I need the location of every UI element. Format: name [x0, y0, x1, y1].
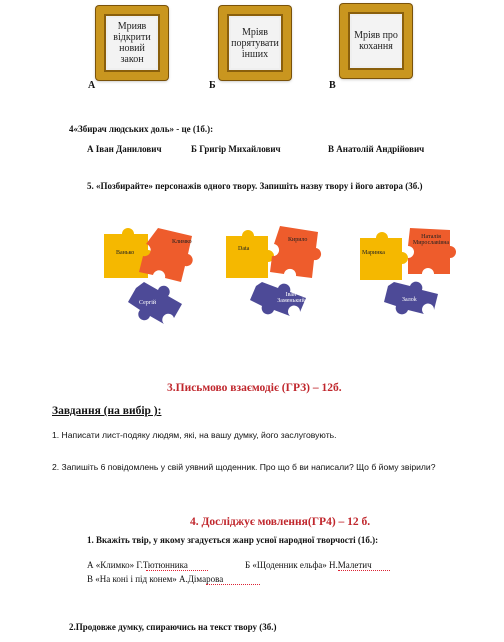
puzzle-3-blue-label: Залоk: [402, 297, 417, 303]
frame-a: [96, 6, 168, 80]
section4-q2: 2.Продовже думку, спираючись на текст твору (3б.): [69, 622, 277, 632]
puzzle-2-blue-label: Іван Заменький: [277, 292, 305, 304]
q4-option-b: Б Григір Михайлович: [191, 144, 281, 154]
puzzle-1-blue-label: Сергій: [139, 300, 157, 306]
section4-option-c: В «На коні і під конем» А.Дімарова: [87, 574, 224, 584]
frame-c-text: Мріяв про кохання: [352, 16, 400, 66]
spell-underline-1: [146, 570, 208, 571]
section4-option-a: А «Климко» Г.Тютюнника: [87, 560, 188, 570]
section3-title: 3.Письмово взаємодіє (ГРЗ) – 12б.: [167, 382, 342, 394]
frame-b-text: Мріяв порятувати інших: [231, 18, 279, 68]
frame-c: [340, 4, 412, 78]
frame-b-letter: Б: [209, 80, 216, 91]
q5-question: 5. «Позбирайте» персонажів одного твору. Запишіть назву твору і його автора (3б.): [87, 181, 423, 191]
q4-question: 4«Збирач людських доль» - це (1б.):: [69, 124, 214, 134]
section3-task1: 1. Написати лист-подяку людям, які, на вашу думку, його заслуговують.: [52, 430, 337, 440]
frame-a-text: Мрияв відкрити новий закон: [108, 18, 156, 68]
section4-q1: 1. Вкажіть твір, у якому згадується жанр усної народної творчості (1б.):: [87, 535, 379, 545]
puzzle-group-2: [222, 220, 334, 325]
spell-underline-2: [338, 570, 390, 571]
spell-underline-3: [206, 584, 260, 585]
puzzle-group-1: [100, 222, 210, 327]
section3-task-title: Завдання (на вибір ):: [52, 405, 162, 417]
frame-a-letter: А: [88, 80, 96, 91]
puzzle-1-yellow-label: Ванько: [116, 250, 135, 256]
q4-option-a: А Іван Данилович: [87, 144, 162, 154]
section4-title: 4. Досліджує мовлення(ГР4) – 12 б.: [190, 516, 371, 528]
puzzle-2-red-label: Кирило: [288, 237, 308, 243]
q4-option-c: В Анатолій Андрійович: [328, 144, 425, 154]
puzzle-piece-red-2: [270, 226, 321, 278]
section3-task2: 2. Запишіть 6 повідомлень у свій уявний щоденник. Про що б ви написали? Що б йому звірили?: [52, 462, 436, 472]
frame-c-letter: В: [329, 80, 336, 91]
puzzle-1-red-label: Климко: [172, 239, 192, 245]
puzzle-3-red-label: Наталія Мирославівна: [412, 234, 450, 246]
puzzle-piece-yellow-3: [360, 232, 408, 280]
section4-option-b: Б «Щоденник ельфа» Н.Малетич: [245, 560, 372, 570]
frame-b: [219, 6, 291, 80]
puzzle-2-yellow-label: Data: [238, 246, 250, 252]
puzzle-piece-yellow-2: [226, 230, 274, 278]
puzzle-3-yellow-label: Маринка: [362, 250, 385, 256]
